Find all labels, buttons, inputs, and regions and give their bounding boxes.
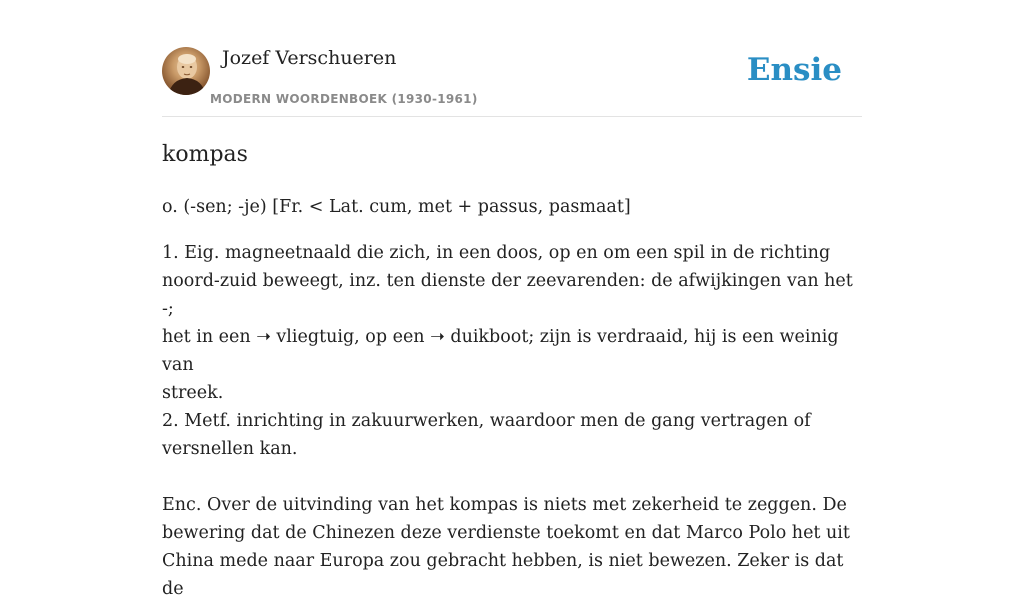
definition-2-line: versnellen kan.: [162, 439, 298, 459]
page: [162, 0, 862, 599]
grammar-line: o. (-sen; -je) [Fr. < Lat. cum, met + passus, pasmaat]: [162, 197, 631, 217]
encyclopedia-line: China mede naar Europa zou gebracht hebben, is niet bewezen. Zeker is dat de: [162, 551, 844, 599]
entry-title: kompas: [162, 142, 248, 167]
definition-1-line: 1. Eig. magneetnaald die zich, in een doos, op en om een spil in de richting: [162, 243, 831, 263]
author-name[interactable]: Jozef Verschueren: [222, 47, 397, 69]
author-avatar[interactable]: [162, 47, 210, 95]
ensie-logo[interactable]: Ensie: [746, 52, 842, 88]
entry-body: [162, 239, 862, 603]
encyclopedia-line: Enc. Over de uitvinding van het kompas is niets met zekerheid te zeggen. De: [162, 495, 847, 515]
source-label: MODERN WOORDENBOEK (1930-1961): [210, 92, 478, 106]
encyclopedia-line: bewering dat de Chinezen deze verdienste toekomt en dat Marco Polo het uit: [162, 523, 850, 543]
definition-1-line: noord-zuid beweegt, inz. ten dienste der zeevarenden: de afwijkingen van het -;: [162, 271, 853, 319]
definition-2-line: 2. Metf. inrichting in zakuurwerken, waardoor men de gang vertragen of: [162, 411, 811, 431]
definition-1-line: streek.: [162, 383, 224, 403]
paragraph-spacer: [162, 463, 862, 491]
definition-1-line: het in een ➝ vliegtuig, op een ➝ duikboot; zijn is verdraaid, hij is een weinig van: [162, 327, 839, 375]
header: [162, 0, 862, 117]
